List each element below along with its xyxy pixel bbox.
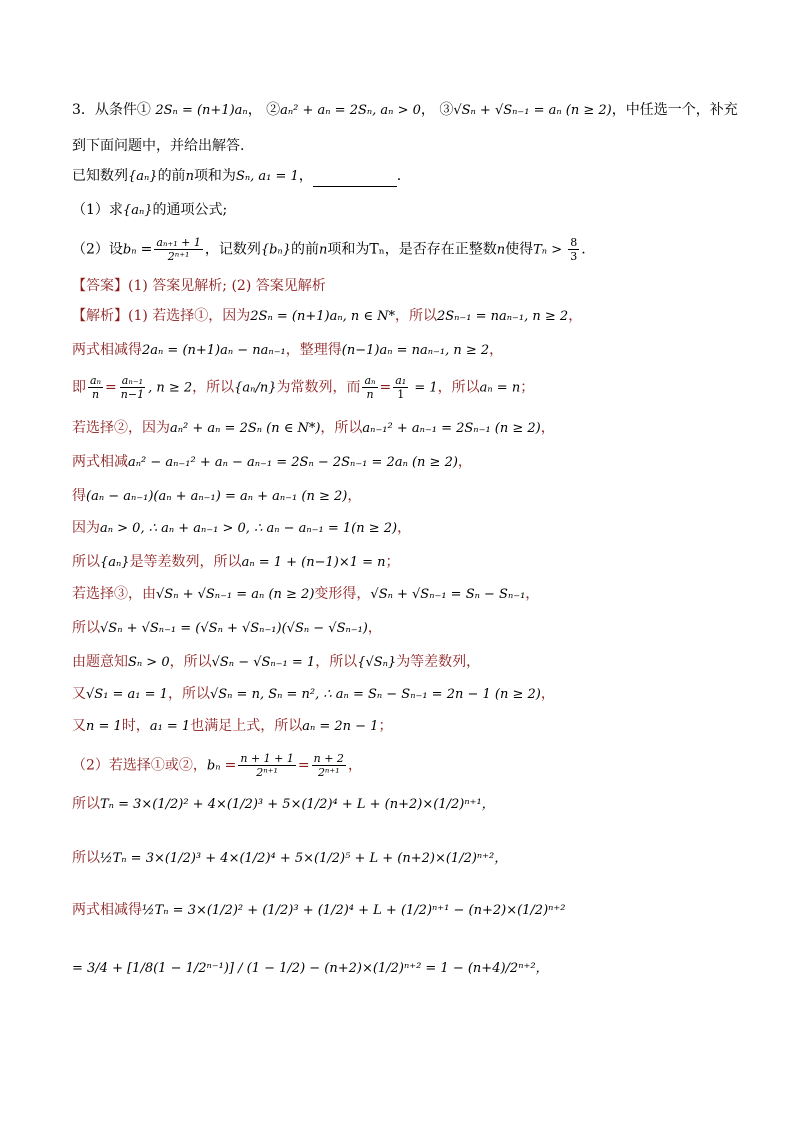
- sol-l14-a: （2）若选择①或②，: [72, 757, 207, 774]
- sol-l2-m2: (n−1)aₙ = naₙ₋₁, n ≥ 2: [341, 343, 490, 358]
- sub1-text: 的通项公式;: [152, 202, 228, 218]
- sol-l8-a: 所以: [72, 554, 100, 570]
- sol-l4-b: 所以: [334, 420, 363, 436]
- condition-3: √Sₙ + √Sₙ₋₁ = aₙ (n ≥ 2): [453, 103, 612, 118]
- sub2-f-den: 3: [570, 250, 578, 263]
- sol-line-14: （2）若选择①或②，bₙ = $\frac{n + 1 + 1}{\text{2ⁿ⁺¹}}$ = $\frac{n + 2}{\text{2ⁿ⁺¹}}$ ，: [72, 752, 362, 779]
- sol-line-2: 两式相减得2aₙ = (n+1)aₙ − naₙ₋₁，整理得(n−1)aₙ = naₙ₋₁, n ≥ 2，: [72, 342, 504, 358]
- sol-l7-m1: aₙ > 0, ∴ aₙ + aₙ₋₁ > 0, ∴ aₙ − aₙ₋₁ = 1(n ≥ 2): [100, 521, 398, 536]
- sol-l15-a: 所以: [72, 796, 100, 812]
- sol-l3-f3n: aₙ: [364, 374, 376, 387]
- answer-line: [72, 276, 326, 296]
- sol-l11-m2: √Sₙ − √Sₙ₋₁ = 1: [211, 655, 316, 670]
- sol-line-5: 两式相减aₙ² − aₙ₋₁² + aₙ − aₙ₋₁ = 2Sₙ − 2Sₙ₋₁ = 2aₙ (n ≥ 2)，: [72, 454, 472, 470]
- sol-l9-b: 变形得，: [314, 586, 371, 602]
- sol-l3-f3: [362, 374, 377, 401]
- sub2-frac: [154, 236, 202, 263]
- sol-l3-f4n: a₁: [395, 374, 407, 387]
- sub1-math: {aₙ}: [122, 203, 153, 218]
- sol-l3-f4d: 1: [397, 388, 405, 401]
- sol-line-15: [72, 794, 495, 815]
- sol-l9-m2: √Sₙ + √Sₙ₋₁ = Sₙ − Sₙ₋₁: [370, 587, 526, 602]
- sol-line-4: 若选择②，因为aₙ² + aₙ = 2Sₙ (n ∈ N*)，所以aₙ₋₁² + aₙ₋₁ = 2Sₙ₋₁ (n ≥ 2)，: [72, 420, 555, 436]
- given-part-c: 项和为: [193, 168, 236, 184]
- sub2-eight-thirds: [568, 236, 579, 263]
- sol-line-16: [72, 848, 507, 869]
- sol-l12-b: 所以: [181, 686, 210, 702]
- sol-l1-b: 所以: [408, 308, 437, 324]
- given-math-2: n: [185, 169, 194, 184]
- sol-line-12: 又√S₁ = a₁ = 1，所以√Sₙ = n, Sₙ = n², ∴ aₙ = Sₙ − Sₙ₋₁ = 2n − 1 (n ≥ 2)，: [72, 686, 555, 702]
- sol-l3-m1: , n ≥ 2: [148, 380, 193, 396]
- sol-l12-m2: √Sₙ = n, Sₙ = n², ∴ aₙ = Sₙ − Sₙ₋₁ = 2n − 1 (n ≥ 2): [209, 687, 541, 702]
- sol-l2-m1: 2aₙ = (n+1)aₙ − naₙ₋₁: [142, 343, 286, 358]
- sol-l3-f2: [119, 374, 146, 401]
- sub2-den: 2ⁿ⁺¹: [167, 250, 190, 263]
- sol-l14-f1: [238, 752, 296, 779]
- sol-l1-m1: 2Sₙ = (n+1)aₙ, n ∈ N*: [250, 309, 395, 324]
- sol-l13-m2: a₁ = 1: [149, 719, 191, 734]
- given-math-1: {aₙ}: [128, 169, 158, 184]
- sol-l3-f2d: n−1: [120, 388, 145, 401]
- sol-l3-b: 所以: [206, 379, 235, 396]
- sol-l6-a: 得: [72, 488, 86, 504]
- sol-l1-a: 【解析】(1) 若选择①，因为: [72, 308, 251, 324]
- sol-l13-m3: aₙ = 2n − 1: [302, 719, 379, 734]
- sol-l3-f2n: aₙ₋₁: [121, 374, 144, 387]
- sol-line-11: 由题意知Sₙ > 0，所以√Sₙ − √Sₙ₋₁ = 1，所以{√Sₙ}为等差数列，: [72, 654, 481, 670]
- sol-l8-m2: aₙ = 1 + (n−1)×1 = n: [241, 555, 386, 570]
- sub1-label: （1）求: [72, 202, 123, 218]
- sol-l11-a: 由题意知: [72, 654, 128, 670]
- sol-l5-m1: aₙ² − aₙ₋₁² + aₙ − aₙ₋₁ = 2Sₙ − 2Sₙ₋₁ = 2aₙ (n ≥ 2): [128, 455, 458, 470]
- sol-line-3: 即 $\frac{\text{aₙ}}{n}$ = $\frac{\text{aₙ₋₁}}{n-1}$ , n ≥ 2，所以{aₙ/n}为常数列，而 $\frac{\text{aₙ}}{n}$ = $\frac{\text{a₁}}{1}$ = 1，所以aₙ = n；: [72, 374, 535, 401]
- sol-l4-a: 若选择②，因为: [72, 420, 170, 436]
- question-number: 3．: [72, 102, 95, 118]
- sol-l8-m1: {aₙ}: [100, 555, 130, 570]
- sub2-f-num: 8: [570, 236, 578, 249]
- sol-l11-m1: Sₙ > 0: [128, 655, 170, 670]
- sol-l10-m1: √Sₙ + √Sₙ₋₁ = (√Sₙ + √Sₙ₋₁)(√Sₙ − √Sₙ₋₁): [100, 621, 368, 636]
- question-choose: 中任选一个，补充: [625, 102, 738, 118]
- sol-line-13: 又n = 1时，a₁ = 1也满足上式，所以aₙ = 2n − 1；: [72, 718, 393, 734]
- sol-l13-c: 也满足上式，所以: [190, 718, 303, 734]
- condition-1: 2Sₙ = (n+1)aₙ: [155, 103, 248, 118]
- sol-l3-f3d: n: [366, 388, 374, 401]
- sol-line-9: 若选择③，由√Sₙ + √Sₙ₋₁ = aₙ (n ≥ 2)变形得，√Sₙ + √Sₙ₋₁ = Sₙ − Sₙ₋₁，: [72, 586, 540, 602]
- sol-l14-f2: [312, 752, 346, 779]
- given-part-b: 的前: [157, 168, 186, 184]
- sol-l14-f2n: n + 2: [313, 752, 344, 765]
- sub2-num: aₙ₊₁ + 1: [156, 236, 201, 249]
- sol-l4-m2: aₙ₋₁² + aₙ₋₁ = 2Sₙ₋₁ (n ≥ 2): [362, 421, 541, 436]
- sol-line-18: [72, 958, 549, 979]
- sol-l11-m3: {√Sₙ}: [357, 655, 397, 670]
- sub2-label: （2）设: [72, 241, 123, 258]
- sub2-text-c: 的前: [290, 241, 319, 258]
- sol-l2-b: 整理得: [299, 342, 342, 358]
- sol-l2-a: 两式相减得: [72, 342, 142, 358]
- sol-l3-m2: {aₙ/n}: [234, 380, 277, 396]
- subquestion-1: [72, 200, 227, 221]
- sol-l3-a: 即: [72, 379, 86, 396]
- question-line-3: 已知数列{aₙ}的前n项和为Sₙ, a₁ = 1， .: [72, 166, 401, 187]
- sol-l12-m1: √S₁ = a₁ = 1: [86, 687, 168, 702]
- sol-l10-a: 所以: [72, 620, 100, 636]
- sol-l14-f1n: n + 1 + 1: [240, 752, 294, 765]
- sol-l9-a: 若选择③，由: [72, 586, 156, 602]
- sol-line-10: 所以√Sₙ + √Sₙ₋₁ = (√Sₙ + √Sₙ₋₁)(√Sₙ − √Sₙ₋₁)，: [72, 620, 382, 636]
- condition-2: aₙ² + aₙ = 2Sₙ, aₙ > 0: [280, 103, 421, 118]
- question-line-2-text: 到下面问题中，并给出解答.: [72, 138, 245, 154]
- sub2-ineq: Tₙ >: [533, 242, 567, 258]
- sol-l7-a: 因为: [72, 520, 100, 536]
- sol-l14-f1d: 2ⁿ⁺¹: [256, 766, 278, 779]
- sol-l3-m4: aₙ = n: [479, 380, 521, 396]
- sub2-text-d: 项和为Tₙ，是否存在正整数: [327, 241, 497, 258]
- sol-l5-a: 两式相减: [72, 454, 128, 470]
- sol-l11-c: 所以: [329, 654, 358, 670]
- sol-l17-a: 两式相减得: [72, 902, 142, 918]
- question-line-1: 3．从条件① 2Sₙ = (n+1)aₙ， ②aₙ² + aₙ = 2Sₙ, aₙ > 0， ③√Sₙ + √Sₙ₋₁ = aₙ (n ≥ 2)，中任选一个，补充: [72, 102, 738, 118]
- sol-l11-b: 所以: [183, 654, 212, 670]
- question-line-2: [72, 136, 244, 156]
- sol-l13-a: 又: [72, 718, 86, 734]
- sol-l11-d: 为等差数列，: [396, 654, 481, 670]
- sol-l3-m3: = 1: [410, 380, 438, 396]
- sol-l4-m1: aₙ² + aₙ = 2Sₙ (n ∈ N*): [170, 421, 321, 436]
- sub2-bn: bₙ: [122, 242, 141, 258]
- question-intro: 从条件①: [94, 102, 151, 118]
- sol-l12-a: 又: [72, 686, 86, 702]
- condition-2-label: ②: [266, 102, 281, 118]
- sub2-text-e: 使得: [505, 241, 534, 258]
- sol-l9-m1: √Sₙ + √Sₙ₋₁ = aₙ (n ≥ 2): [156, 587, 315, 602]
- sub2-tn: n: [318, 242, 328, 258]
- sol-l3-f4: [393, 374, 408, 401]
- answer-text: 【答案】(1) 答案见解析; (2) 答案见解析: [72, 278, 326, 294]
- sol-l13-b: 时，: [121, 718, 150, 734]
- given-part-a: 已知数列: [72, 168, 128, 184]
- sol-l3-f1n: aₙ: [90, 374, 102, 387]
- sol-l13-m1: n = 1: [86, 719, 122, 734]
- sub2-n: n: [496, 242, 506, 258]
- sol-l16-m1: ½Tₙ = 3×(1/2)³ + 4×(1/2)⁴ + 5×(1/2)⁵ + L + (n+2)×(1/2)ⁿ⁺²，: [100, 851, 508, 866]
- sol-l3-d: 所以: [451, 379, 480, 396]
- sub2-text-b: 记数列: [218, 241, 261, 258]
- sol-line-1: 【解析】(1) 若选择①，因为2Sₙ = (n+1)aₙ, n ∈ N*，所以2Sₙ₋₁ = naₙ₋₁, n ≥ 2，: [72, 308, 583, 324]
- answer-blank: [313, 172, 397, 187]
- sol-l14-m1: bₙ: [206, 758, 225, 774]
- sol-line-8: 所以{aₙ}是等差数列，所以aₙ = 1 + (n−1)×1 = n；: [72, 554, 400, 570]
- sol-l16-a: 所以: [72, 850, 100, 866]
- sol-l3-c: 为常数列，而: [276, 379, 361, 396]
- sol-l17-m1: ½Tₙ = 3×(1/2)² + (1/2)³ + (1/2)⁴ + L + (1/2)ⁿ⁺¹ − (n+2)×(1/2)ⁿ⁺²: [142, 903, 566, 918]
- sol-l3-f1: [88, 374, 103, 401]
- sol-l14-f2d: 2ⁿ⁺¹: [317, 766, 340, 779]
- sol-line-6: 得(aₙ − aₙ₋₁)(aₙ + aₙ₋₁) = aₙ + aₙ₋₁ (n ≥ 2)，: [72, 488, 362, 504]
- sub2-bn-seq: {bₙ}: [260, 242, 291, 258]
- sol-l8-b: 是等差数列，所以: [129, 554, 242, 570]
- given-math-3: Sₙ, a₁ = 1: [235, 169, 299, 184]
- condition-3-label: ③: [439, 102, 454, 118]
- sol-l6-m1: (aₙ − aₙ₋₁)(aₙ + aₙ₋₁) = aₙ + aₙ₋₁ (n ≥ 2): [86, 489, 348, 504]
- sol-line-7: 因为aₙ > 0, ∴ aₙ + aₙ₋₁ > 0, ∴ aₙ − aₙ₋₁ = 1(n ≥ 2)，: [72, 520, 412, 536]
- subquestion-2: （2）设bₙ = $\frac{\text{aₙ₊₁ + 1}}{\text{2ⁿ⁺¹}}$ ，记数列{bₙ}的前n项和为Tₙ，是否存在正整数n使得Tₙ > $\frac{8}{3}$ .: [72, 236, 586, 263]
- sol-line-17: [72, 900, 566, 921]
- sol-l1-m2: 2Sₙ₋₁ = naₙ₋₁, n ≥ 2: [436, 309, 569, 324]
- sol-l3-f1d: n: [91, 388, 100, 401]
- sol-l15-m1: Tₙ = 3×(1/2)² + 4×(1/2)³ + 5×(1/2)⁴ + L + (n+2)×(1/2)ⁿ⁺¹，: [100, 797, 495, 812]
- sol-l18-m1: = 3/4 + [1/8(1 − 1/2ⁿ⁻¹)] / (1 − 1/2) − (n+2)×(1/2)ⁿ⁺² = 1 − (n+4)/2ⁿ⁺²，: [72, 961, 549, 976]
